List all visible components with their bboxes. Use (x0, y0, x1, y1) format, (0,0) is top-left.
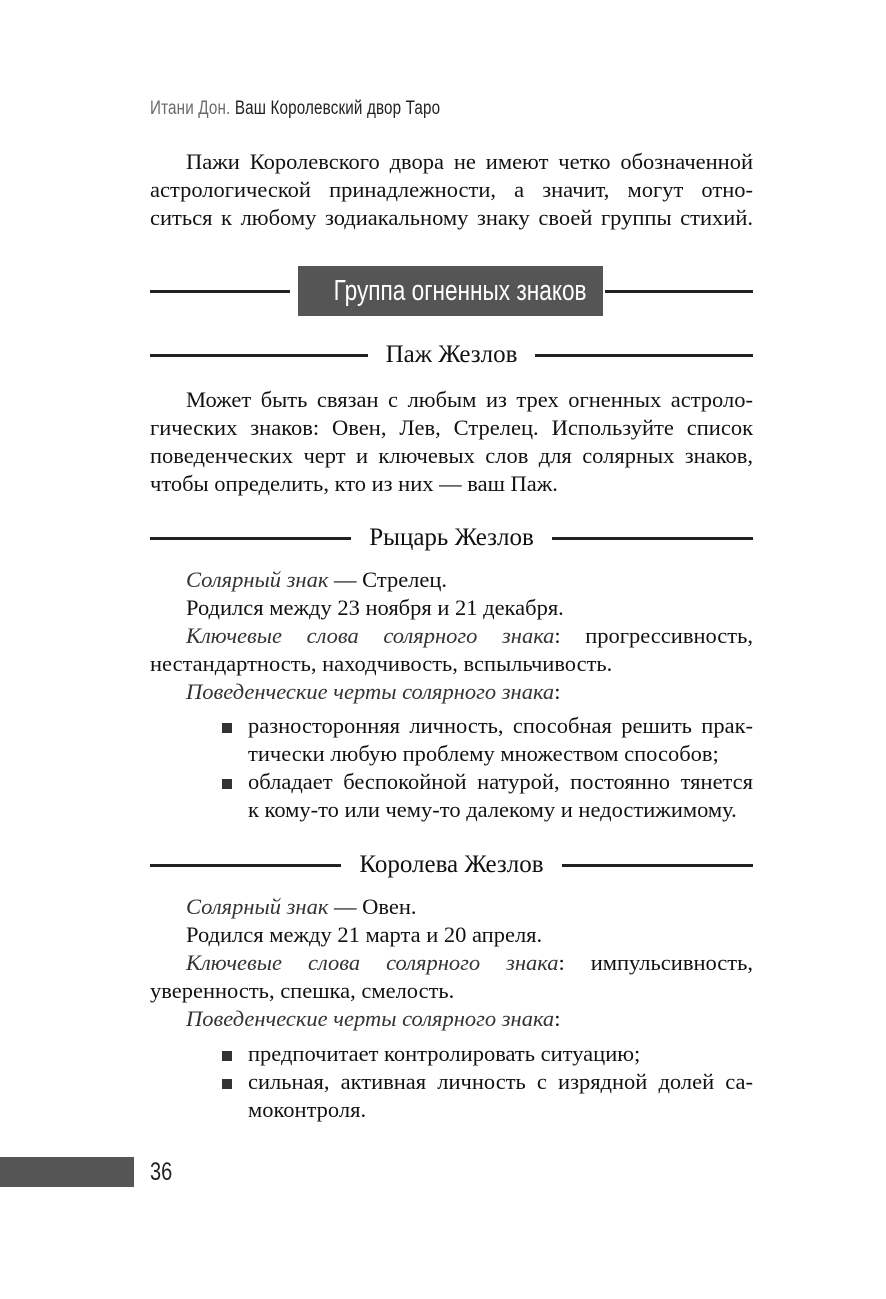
intro-line: Пажи Королевского двора не имеют четко обозначенной (186, 149, 753, 174)
list-item-line: тически любую проблему множеством способов; (248, 741, 719, 766)
paragraph-line: Может быть связан с любым из трех огненных астроло- (186, 387, 753, 412)
list-item-line: моконтроля. (248, 1097, 367, 1122)
traits-label: Поведенческие черты солярного знака (186, 1006, 555, 1031)
solar-sign-label: Солярный знак (186, 567, 329, 592)
page-number: 36 (150, 1158, 173, 1186)
traits-colon: : (554, 679, 561, 704)
solar-sign-value: — Стрелец. (328, 567, 448, 592)
intro-line: ситься к любому зодиакальному знаку своей группы стихий. (150, 205, 753, 230)
group-rule-left (150, 290, 290, 293)
keywords-label: Ключевые слова солярного знака (186, 950, 559, 975)
running-head-title: Ваш Королевский двор Таро (234, 98, 441, 119)
section-title: Рыцарь Жезлов (369, 524, 534, 551)
list-item (222, 1040, 753, 1068)
section-rule-right (552, 537, 753, 540)
bullet-square-icon (222, 723, 232, 733)
list-item-line: обладает беспокойной натурой, постоянно тянется (248, 769, 753, 794)
keywords-line (150, 622, 753, 650)
list-item-line: предпочитает контролировать ситуацию; (248, 1041, 641, 1066)
paragraph-line: поведенческих черт и ключевых слов для солярных знаков, (150, 443, 753, 468)
section-title: Паж Жезлов (385, 341, 518, 368)
group-rule-right (605, 290, 753, 293)
running-head (150, 98, 440, 120)
intro-line: астрологической принадлежности, а значит, могут отно- (150, 177, 753, 202)
page-of-wands-paragraph (150, 386, 753, 498)
bullet-square-icon (222, 1051, 232, 1061)
section-rule-left (150, 864, 341, 867)
keywords-value: : прогрессивность, (554, 623, 754, 648)
section-rule-right (562, 864, 753, 867)
solar-sign-label: Солярный знак (186, 894, 329, 919)
paragraph-line: чтобы определить, кто из них — ваш Паж. (150, 471, 558, 496)
knight-of-wands-details (150, 566, 753, 706)
traits-colon: : (554, 1006, 561, 1031)
born-line: Родился между 23 ноября и 21 декабря. (186, 595, 564, 620)
intro-paragraph (150, 148, 753, 232)
list-item (222, 1068, 753, 1124)
keywords-line (150, 949, 753, 977)
section-header-queen-of-wands (150, 848, 753, 882)
running-head-author: Итани Дон. (150, 98, 231, 119)
section-title: Королева Жезлов (359, 851, 544, 878)
group-header (150, 266, 753, 316)
group-title-box (298, 266, 603, 316)
born-line: Родился между 21 марта и 20 апреля. (186, 922, 543, 947)
list-item-line: сильная, активная личность с изрядной долей са- (248, 1069, 753, 1094)
solar-sign-line (150, 566, 753, 594)
queen-traits-list (222, 1040, 753, 1124)
section-rule-right (535, 354, 753, 357)
list-item-line: разносторонняя личность, способная решить прак- (248, 713, 753, 738)
traits-line (150, 1005, 753, 1033)
keywords-value: : импульсивность, (558, 950, 754, 975)
solar-sign-value: — Овен. (328, 894, 417, 919)
list-item-line: к кому-то или чему-то далекому и недостижимому. (248, 797, 737, 822)
list-item (222, 712, 753, 768)
section-header-page-of-wands (150, 338, 753, 372)
queen-of-wands-details (150, 893, 753, 1033)
traits-line (150, 678, 753, 706)
list-item (222, 768, 753, 824)
solar-sign-line (150, 893, 753, 921)
section-rule-left (150, 354, 368, 357)
knight-traits-list (222, 712, 753, 824)
bullet-square-icon (222, 779, 232, 789)
paragraph-line: гических знаков: Овен, Лев, Стрелец. Используйте список (150, 415, 753, 440)
traits-label: Поведенческие черты солярного знака (186, 679, 555, 704)
footer-bar (0, 1157, 134, 1187)
group-title: Группа огненных знаков (333, 275, 587, 307)
keywords-label: Ключевые слова солярного знака (186, 623, 555, 648)
keywords-line-continued: нестандартность, находчивость, вспыльчивость. (150, 651, 613, 676)
keywords-line-continued: уверенность, спешка, смелость. (150, 978, 455, 1003)
bullet-square-icon (222, 1079, 232, 1089)
section-header-knight-of-wands (150, 521, 753, 555)
section-rule-left (150, 537, 351, 540)
